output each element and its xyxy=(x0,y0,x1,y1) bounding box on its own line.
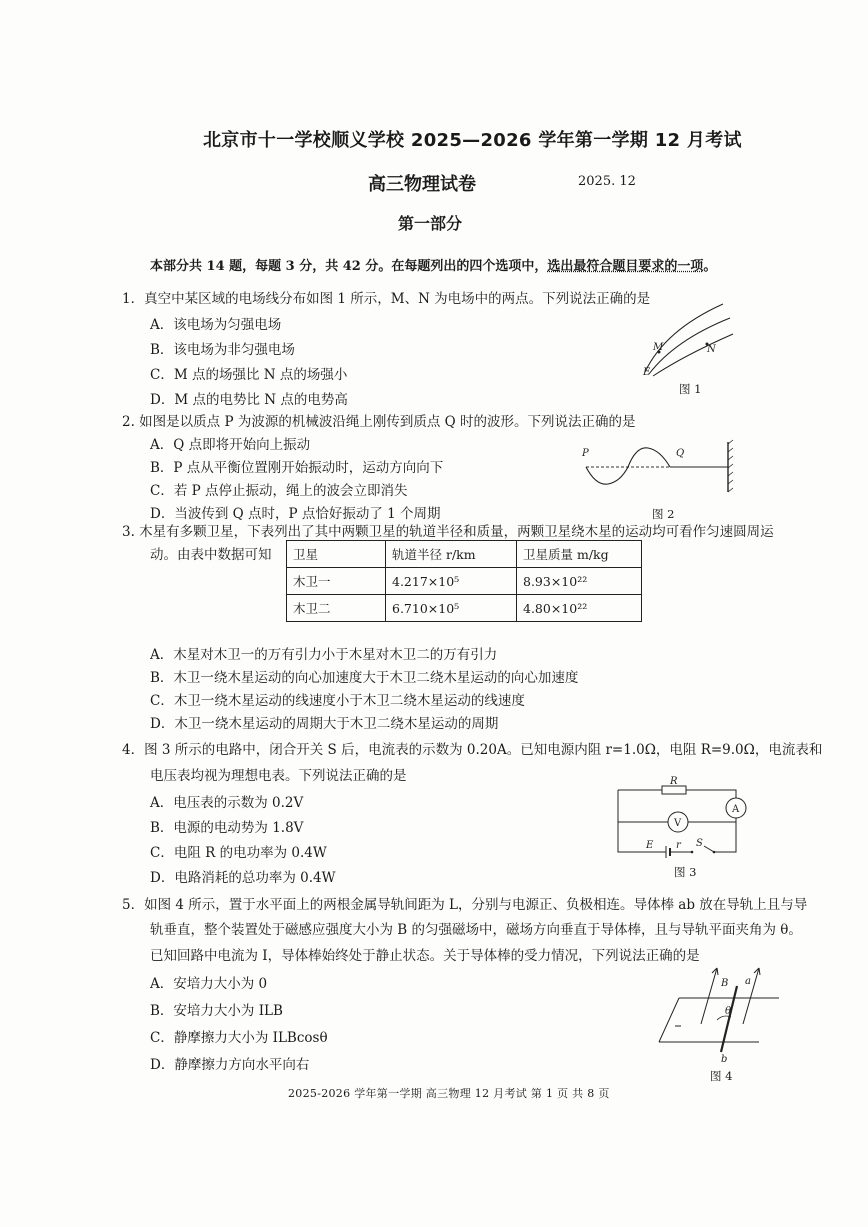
q1-figure-caption: 图 1 xyxy=(679,382,702,396)
q3-option-c: C．木卫一绕木星运动的线速度小于木卫二绕木星运动的线速度 xyxy=(150,693,525,709)
q4-option-a: A．电压表的示数为 0.2V xyxy=(150,795,304,811)
q4-figure-caption: 图 3 xyxy=(674,865,697,879)
q5-option-a: A．安培力大小为 0 xyxy=(150,976,268,992)
table-cell: 木卫一 xyxy=(287,568,386,595)
q3-stem-line1: 3. 木星有多颗卫星，下表列出了其中两颗卫星的轨道半径和质量，两颗卫星绕木星的运动均可看作匀速圆周运 xyxy=(122,524,774,540)
q2-label-q: Q xyxy=(676,448,685,459)
table-header-cell: 卫星 xyxy=(287,541,386,568)
q1-label-m: M xyxy=(653,342,664,353)
q1-label-e: E xyxy=(643,367,651,378)
table-cell: 8.93×10²² xyxy=(517,568,642,595)
q1-field-lines-figure xyxy=(635,300,735,380)
exam-date: 2025. 12 xyxy=(578,174,636,189)
q2-label-p: P xyxy=(582,448,589,459)
page-footer: 2025-2026 学年第一学期 高三物理 12 月考试 第 1 页 共 8 页 xyxy=(288,1087,610,1100)
ammeter-icon: A xyxy=(732,804,740,815)
q5-option-c: C．静摩擦力大小为 ILBcosθ xyxy=(150,1030,328,1046)
q2-stem: 2. 如图是以质点 P 为波源的机械波沿绳上刚传到质点 Q 时的波形。下列说法正确的是 xyxy=(122,414,636,430)
q1-stem: 1．真空中某区域的电场线分布如图 1 所示，M、N 为电场中的两点。下列说法正确的是 xyxy=(122,291,651,307)
q3-option-a: A．木星对木卫一的万有引力小于木星对木卫二的万有引力 xyxy=(150,647,498,663)
table-row xyxy=(287,568,642,595)
q5-stem-line3: 已知回路中电流为 I，导体棒始终处于静止状态。关于导体棒的受力情况，下列说法正确的是 xyxy=(150,948,700,964)
paper-subtitle: 高三物理试卷 xyxy=(368,174,476,195)
q4-option-c: C．电阻 R 的电功率为 0.4W xyxy=(150,845,327,861)
q5-rail-figure xyxy=(655,962,795,1065)
q2-option-a: A．Q 点即将开始向上振动 xyxy=(150,437,311,453)
q5-option-b: B．安培力大小为 ILB xyxy=(150,1003,283,1019)
q4-stem-line1: 4．图 3 所示的电路中，闭合开关 S 后，电流表的示数为 0.20A。已知电源内阻 r=1.0Ω，电阻 R=9.0Ω，电流表和 xyxy=(122,742,823,758)
q2-figure-caption: 图 2 xyxy=(652,507,675,521)
table-row xyxy=(287,595,642,622)
intro-text-c: 。 xyxy=(703,259,717,274)
table-header-cell: 轨道半径 r/km xyxy=(386,541,517,568)
q2-option-d: D．当波传到 Q 点时，P 点恰好振动了 1 个周期 xyxy=(150,506,441,522)
q1-option-b: B．该电场为非匀强电场 xyxy=(150,342,295,358)
q4-label-s: S xyxy=(696,838,703,849)
q1-label-n: N xyxy=(707,344,716,355)
q3-option-b: B．木卫一绕木星运动的向心加速度大于木卫二绕木星运动的向心加速度 xyxy=(150,670,579,686)
intro-text-a: 本部分共 14 题，每题 3 分，共 42 分。在每题列出的四个选项中， xyxy=(150,259,548,274)
q4-option-d: D．电路消耗的总功率为 0.4W xyxy=(150,870,336,886)
section-intro xyxy=(150,255,716,274)
q4-label-e: E xyxy=(646,840,654,851)
q5-label-theta: θ xyxy=(725,1006,732,1017)
satellite-table xyxy=(286,540,642,622)
table-header-cell: 卫星质量 m/kg xyxy=(517,541,642,568)
q1-option-a: A．该电场为匀强电场 xyxy=(150,317,282,333)
q4-option-b: B．电源的电动势为 1.8V xyxy=(150,820,304,836)
q5-label-a: a xyxy=(745,976,751,987)
exam-title: 北京市十一学校顺义学校 2025—2026 学年第一学期 12 月考试 xyxy=(203,130,742,151)
q2-wave-figure xyxy=(580,440,740,500)
q5-stem-line2: 轨垂直，整个装置处于磁感应强度大小为 B 的匀强磁场中，磁场方向垂直于导体棒，且与导轨平面夹角为 θ。 xyxy=(150,922,802,938)
q2-option-b: B．P 点从平衡位置刚开始振动时，运动方向向下 xyxy=(150,460,444,476)
q4-circuit-figure xyxy=(610,776,750,860)
q5-label-b: b xyxy=(721,1054,728,1065)
table-header-row xyxy=(287,541,642,568)
section-heading: 第一部分 xyxy=(398,214,463,233)
table-cell: 6.710×10⁵ xyxy=(386,595,517,622)
q4-label-resistor: R xyxy=(670,776,678,787)
table-cell: 4.80×10²² xyxy=(517,595,642,622)
voltmeter-icon: V xyxy=(674,818,682,829)
q1-option-d: D．M 点的电势比 N 点的电势高 xyxy=(150,392,348,408)
table-cell: 木卫二 xyxy=(287,595,386,622)
q2-option-c: C．若 P 点停止振动，绳上的波会立即消失 xyxy=(150,483,408,499)
q4-label-r: r xyxy=(676,840,681,851)
q4-stem-line2: 电压表均视为理想电表。下列说法正确的是 xyxy=(150,768,407,784)
intro-text-b: 选出最符合题目要求的一项 xyxy=(547,259,704,274)
q5-label-b-field: B xyxy=(721,978,729,989)
q1-option-c: C．M 点的场强比 N 点的场强小 xyxy=(150,367,348,383)
q5-option-d: D．静摩擦力方向水平向右 xyxy=(150,1057,310,1073)
q3-stem-line2: 动。由表中数据可知 xyxy=(150,547,272,563)
q5-stem-line1: 5．如图 4 所示，置于水平面上的两根金属导轨间距为 L，分别与电源正、负极相连。导体棒 ab 放在导轨上且与导 xyxy=(122,897,808,913)
q5-figure-caption: 图 4 xyxy=(710,1069,733,1083)
q3-option-d: D．木卫一绕木星运动的周期大于木卫二绕木星运动的周期 xyxy=(150,716,499,732)
table-cell: 4.217×10⁵ xyxy=(386,568,517,595)
